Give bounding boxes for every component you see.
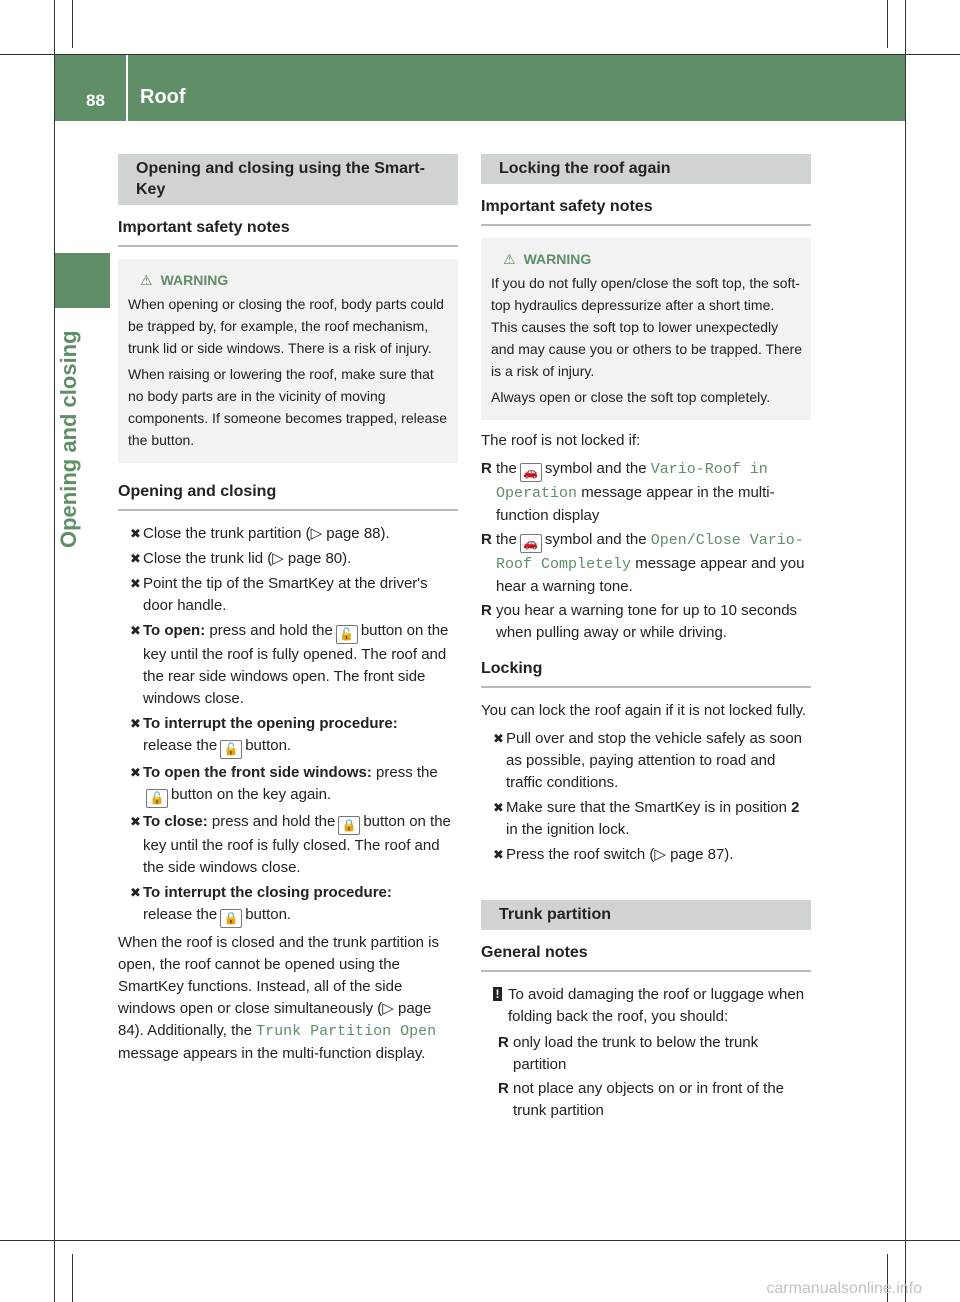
step-item bbox=[481, 797, 811, 841]
step-bold: To open the front side windows: bbox=[143, 764, 372, 781]
unlock-icon: 🔓 bbox=[146, 789, 168, 808]
step-item bbox=[118, 762, 458, 808]
locking-heading: Locking bbox=[481, 658, 811, 688]
section-title: Locking the roof again bbox=[481, 154, 811, 184]
list-text: symbol and the bbox=[544, 460, 647, 477]
list-item bbox=[481, 600, 811, 644]
list-text: message appear and you hear a warning tone. bbox=[496, 555, 805, 595]
closing-paragraph bbox=[118, 932, 458, 1065]
warning-icon: ⚠ bbox=[140, 272, 153, 288]
step-text: Press the roof switch (▷ page 87). bbox=[506, 846, 734, 863]
opening-closing-heading: Opening and closing bbox=[118, 481, 458, 511]
step-text: press the bbox=[371, 764, 438, 781]
crop-mark bbox=[905, 0, 906, 1302]
step-text: button on the key until the roof is fully opened. The roof and the rear side windows open. The front side windows close. bbox=[143, 622, 449, 707]
step-item bbox=[118, 523, 458, 545]
right-column bbox=[481, 154, 811, 1124]
step-text: release the bbox=[143, 906, 218, 923]
warning-text: When opening or closing the roof, body parts could be trapped by, for example, the roof mechanism, trunk lid or side windows. There is a risk of injury. bbox=[128, 296, 444, 356]
caution-icon: ! bbox=[493, 987, 502, 1001]
step-item bbox=[481, 728, 811, 794]
step-bold: To open: bbox=[143, 622, 206, 639]
locking-steps bbox=[481, 728, 811, 866]
list-text: symbol and the bbox=[544, 531, 647, 548]
warning-title bbox=[491, 248, 803, 270]
arrow-icon: ✖ bbox=[130, 551, 141, 566]
step-text: Close the trunk partition (▷ page 88). bbox=[143, 525, 390, 542]
step-item bbox=[118, 620, 458, 710]
step-text: press and hold the bbox=[205, 622, 333, 639]
page-number: 88 bbox=[86, 91, 105, 110]
locking-intro: You can lock the roof again if it is not locked fully. bbox=[481, 702, 807, 719]
list-text: not place any objects on or in front of the trunk partition bbox=[513, 1080, 785, 1119]
car-icon: 🚗 bbox=[520, 463, 542, 482]
step-text: button on the key until the roof is fully closed. The roof and the side windows close. bbox=[143, 813, 451, 876]
lock-icon: 🔒 bbox=[338, 816, 360, 835]
arrow-icon: ✖ bbox=[493, 731, 504, 746]
warning-label: WARNING bbox=[160, 272, 229, 288]
crop-mark bbox=[72, 0, 73, 48]
display-message: Trunk Partition Open bbox=[256, 1023, 437, 1040]
arrow-icon: ✖ bbox=[130, 623, 141, 638]
list-item bbox=[498, 1032, 811, 1076]
safety-heading: Important safety notes bbox=[481, 196, 811, 226]
crop-mark bbox=[72, 1254, 73, 1302]
arrow-icon: ✖ bbox=[130, 814, 141, 829]
general-notes-heading: General notes bbox=[481, 942, 811, 972]
bullet-icon: R bbox=[481, 531, 492, 548]
bullet-icon: R bbox=[481, 460, 492, 477]
warning-label: WARNING bbox=[523, 251, 592, 267]
list-text: you hear a warning tone for up to 10 seconds when pulling away or while driving. bbox=[496, 602, 798, 641]
step-bold: To close: bbox=[143, 813, 208, 830]
safety-heading: Important safety notes bbox=[118, 217, 458, 247]
bullet-icon: R bbox=[481, 602, 492, 619]
condition-list bbox=[481, 458, 811, 644]
list-text: the bbox=[496, 531, 517, 548]
crop-mark bbox=[54, 0, 55, 1302]
arrow-icon: ✖ bbox=[130, 716, 141, 731]
step-item bbox=[118, 882, 458, 928]
warning-icon: ⚠ bbox=[503, 251, 516, 267]
warning-title bbox=[128, 269, 450, 291]
paragraph-text: When the roof is closed and the trunk partition is open, the roof cannot be opened using the SmartKey functions. Instead, all of the side windows open or close simultaneously (▷ page 84). Additionally, the bbox=[118, 934, 440, 1039]
chapter-marker bbox=[55, 253, 110, 308]
list-text: only load the trunk to below the trunk partition bbox=[513, 1034, 759, 1073]
note-block bbox=[481, 984, 811, 1028]
arrow-icon: ✖ bbox=[130, 526, 141, 541]
unlock-icon: 🔓 bbox=[336, 625, 358, 644]
step-item bbox=[118, 548, 458, 570]
arrow-icon: ✖ bbox=[130, 885, 141, 900]
arrow-icon: ✖ bbox=[130, 765, 141, 780]
step-item bbox=[118, 811, 458, 879]
crop-mark bbox=[887, 0, 888, 48]
list-item bbox=[498, 1078, 811, 1122]
step-bold: To interrupt the closing procedure: bbox=[143, 884, 392, 901]
section-title: Trunk partition bbox=[481, 900, 811, 930]
position-number: 2 bbox=[791, 799, 800, 816]
step-item bbox=[118, 713, 458, 759]
bullet-icon: R bbox=[498, 1080, 509, 1097]
arrow-icon: ✖ bbox=[493, 800, 504, 815]
page-title: Roof bbox=[140, 86, 186, 108]
display-message: Open/Close Vario-Roof Completely bbox=[496, 532, 804, 573]
steps-list bbox=[118, 523, 458, 928]
warning-box bbox=[481, 238, 811, 420]
crop-mark bbox=[0, 1240, 960, 1241]
step-item bbox=[118, 573, 458, 617]
list-text: message appear in the multi-function display bbox=[496, 484, 775, 524]
step-text: in the ignition lock. bbox=[506, 821, 630, 838]
watermark: carmanualsonline.info bbox=[766, 1280, 922, 1297]
step-bold: To interrupt the opening procedure: bbox=[143, 715, 398, 732]
warning-text: When raising or lowering the roof, make sure that no body parts are in the vicinity of moving components. If someone becomes trapped, release the button. bbox=[128, 366, 448, 448]
chapter-tab: Opening and closing bbox=[56, 330, 81, 548]
warning-text: If you do not fully open/close the soft top, the soft-top hydraulics depressurize after a short time. This causes the soft top to lower unexpectedly and may cause you or others to be trapped. There is a risk of injury. bbox=[491, 275, 803, 379]
display-message: Vario-Roof in Operation bbox=[496, 461, 768, 502]
note-text: To avoid damaging the roof or luggage when folding back the roof, you should: bbox=[508, 986, 805, 1025]
list-item bbox=[481, 458, 811, 527]
section-title: Opening and closing using the Smart-Key bbox=[118, 154, 458, 205]
list-text: the bbox=[496, 460, 517, 477]
left-column bbox=[118, 154, 458, 1071]
warning-box bbox=[118, 259, 458, 463]
step-text: Make sure that the SmartKey is in position bbox=[506, 799, 787, 816]
warning-text: Always open or close the soft top completely. bbox=[491, 389, 771, 405]
step-text: Point the tip of the SmartKey at the driver's door handle. bbox=[143, 575, 428, 614]
bullet-icon: R bbox=[498, 1034, 509, 1051]
step-text: button. bbox=[245, 737, 292, 754]
step-item bbox=[481, 844, 811, 866]
step-text: button. bbox=[245, 906, 292, 923]
note-list bbox=[481, 1032, 811, 1122]
step-text: press and hold the bbox=[207, 813, 336, 830]
car-icon: 🚗 bbox=[520, 534, 542, 553]
lock-icon: 🔒 bbox=[220, 909, 242, 928]
arrow-icon: ✖ bbox=[493, 847, 504, 862]
header-divider bbox=[126, 55, 128, 121]
step-text: button on the key again. bbox=[171, 786, 332, 803]
unlock-icon: 🔓 bbox=[220, 740, 242, 759]
not-locked-intro: The roof is not locked if: bbox=[481, 432, 641, 449]
step-text: Close the trunk lid (▷ page 80). bbox=[143, 550, 352, 567]
paragraph-text: message appears in the multi-function display. bbox=[118, 1045, 426, 1062]
step-text: Pull over and stop the vehicle safely as soon as possible, paying attention to road and traffic conditions. bbox=[506, 730, 803, 791]
step-text: release the bbox=[143, 737, 218, 754]
arrow-icon: ✖ bbox=[130, 576, 141, 591]
list-item bbox=[481, 529, 811, 598]
